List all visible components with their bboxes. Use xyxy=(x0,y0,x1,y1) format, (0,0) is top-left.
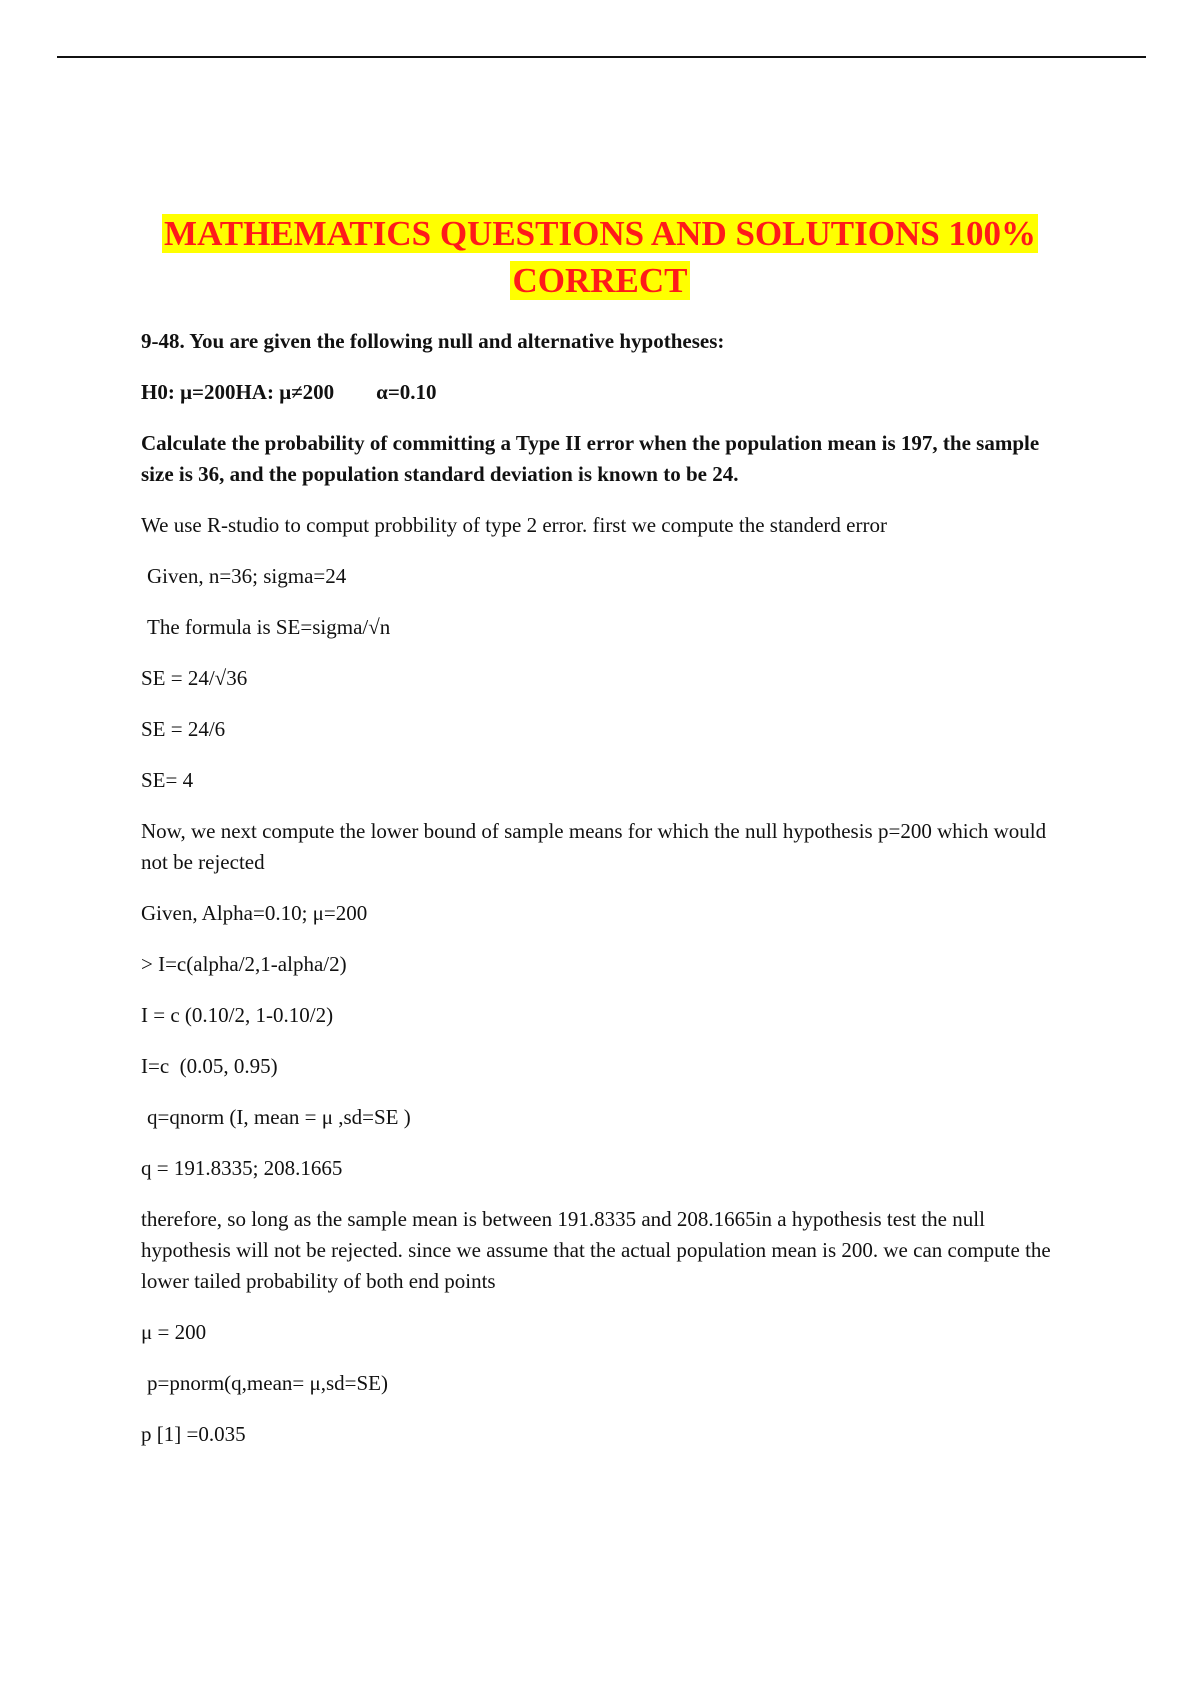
lower-bound-text: Now, we next compute the lower bound of sample means for which the null hypothesis p=200 which would not be rejected xyxy=(141,819,1052,874)
interval-step-2: I=c (0.05, 0.95) xyxy=(141,1054,278,1078)
p-result: p [1] =0.035 xyxy=(141,1422,246,1446)
hypotheses-line: H0: μ=200HA: μ≠200 α=0.10 xyxy=(141,380,437,404)
title-line-2: CORRECT xyxy=(512,261,688,300)
se-result: SE= 4 xyxy=(141,768,194,792)
header-rule xyxy=(57,56,1146,58)
given-alpha: Given, Alpha=0.10; μ=200 xyxy=(141,901,368,925)
mu-line: μ = 200 xyxy=(141,1320,207,1344)
qnorm-line: q=qnorm (I, mean = μ ,sd=SE ) xyxy=(147,1105,411,1129)
given-values: Given, n=36; sigma=24 xyxy=(147,564,347,588)
se-step-1: SE = 24/√36 xyxy=(141,666,248,690)
q-result: q = 191.8335; 208.1665 xyxy=(141,1156,343,1180)
question-text: Calculate the probability of committing a Type II error when the population mean is 197, the sample size is 36, and the population standard deviation is known to be 24. xyxy=(141,431,1045,486)
conclusion-text: therefore, so long as the sample mean is between 191.8335 and 208.1665in a hypothesis test the null hypothesis will not be rejected. since we assume that the actual population mean is 200. we can compute the lower tailed probability of both end points xyxy=(141,1207,1056,1293)
question-heading: 9-48. You are given the following null and alternative hypotheses: xyxy=(141,329,725,353)
r-command-line: > I=c(alpha/2,1-alpha/2) xyxy=(141,952,347,976)
document-title xyxy=(140,210,1060,304)
solution-intro: We use R-studio to comput probbility of type 2 error. first we compute the standerd error xyxy=(141,513,887,537)
title-line-1: MATHEMATICS QUESTIONS AND SOLUTIONS 100% xyxy=(164,214,1036,253)
formula-line: The formula is SE=sigma/√n xyxy=(147,615,391,639)
se-step-2: SE = 24/6 xyxy=(141,717,226,741)
pnorm-line: p=pnorm(q,mean= μ,sd=SE) xyxy=(147,1371,389,1395)
interval-step-1: I = c (0.10/2, 1-0.10/2) xyxy=(141,1003,334,1027)
document-body xyxy=(141,326,1061,1470)
